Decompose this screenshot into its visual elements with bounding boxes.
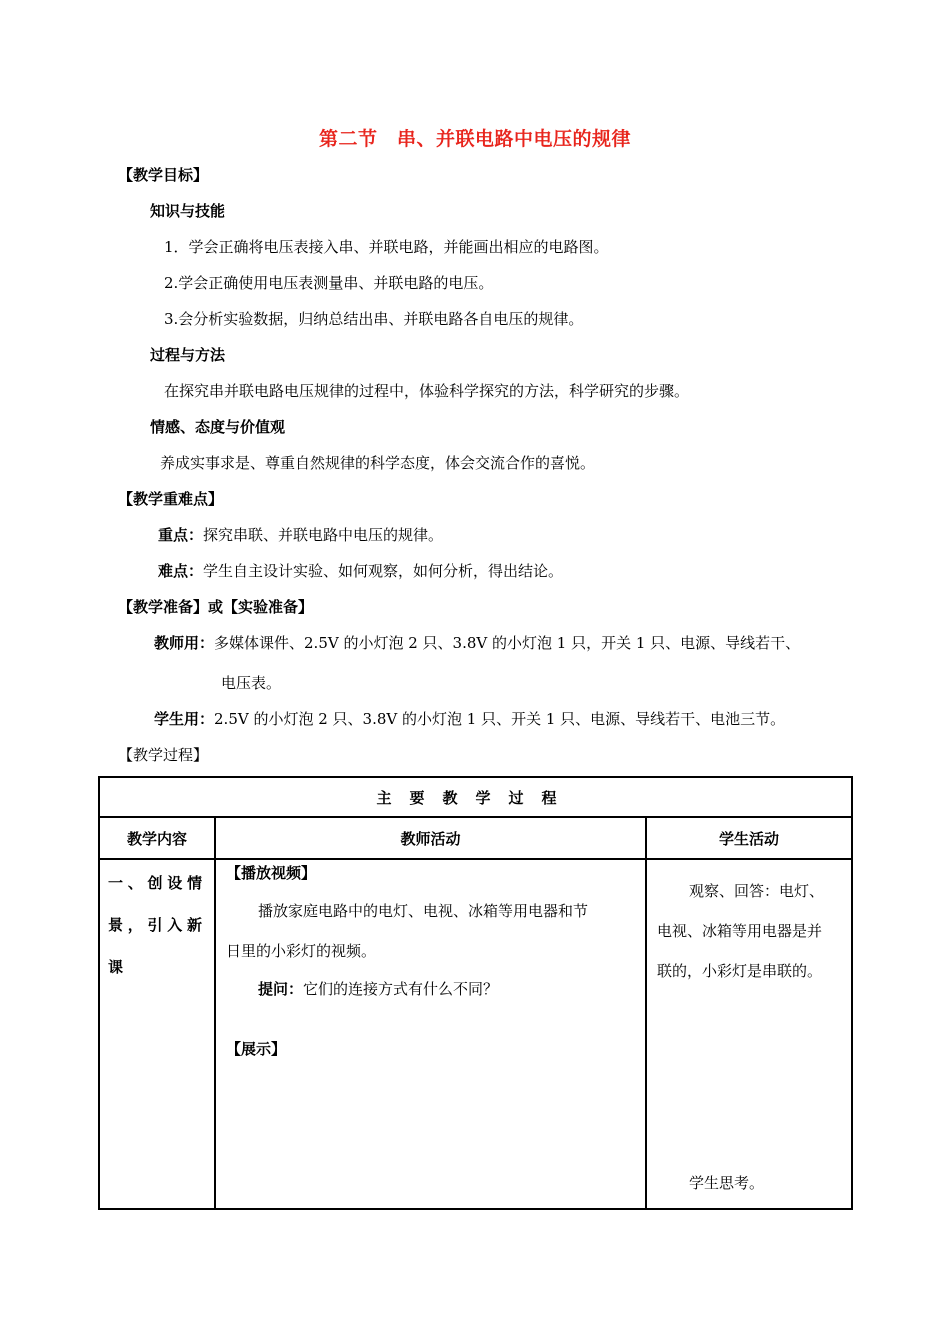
video-line-2: 日里的小彩灯的视频。 [226, 942, 377, 960]
emotion-heading: 情感、态度与价值观 [150, 418, 286, 436]
knowledge-item-1: 1．学会正确将电压表接入串、并联电路，并能画出相应的电路图。 [164, 238, 609, 256]
video-line-1: 播放家庭电路中的电灯、电视、冰箱等用电器和节 [258, 902, 589, 920]
content-text: 一、创设情景，引入新课 [108, 874, 206, 976]
focus-label: 重点： [158, 526, 204, 544]
question-text: 它们的连接方式有什么不同？ [303, 980, 499, 998]
objectives-heading: 【教学目标】 [118, 166, 209, 184]
difficulty-line [158, 560, 563, 581]
student-prep-label: 学生用： [154, 710, 215, 728]
content-cell [99, 859, 215, 1209]
focus-text: 探究串联、并联电路中电压的规律。 [203, 526, 444, 544]
student-prep-line [154, 708, 785, 729]
emotion-text: 养成实事求是、尊重自然规律的科学态度，体会交流合作的喜悦。 [160, 454, 596, 472]
keypoints-heading: 【教学重难点】 [118, 490, 224, 508]
teacher-prep-text-1: 多媒体课件、2.5V 的小灯泡 2 只、3.8V 的小灯泡 1 只，开关 1 只、电源、导线若干、 [214, 634, 801, 652]
student-answer-line-2: 电视、冰箱等用电器是并 [657, 922, 823, 940]
student-think: 学生思考。 [689, 1174, 765, 1192]
knowledge-item-3: 3.会分析实验数据，归纳总结出串、并联电路各自电压的规律。 [164, 310, 584, 328]
student-activity-cell [646, 859, 852, 1209]
question-label: 提问： [258, 980, 304, 998]
preparation-heading: 【教学准备】或【实验准备】 [118, 598, 314, 616]
teacher-prep-label: 教师用： [154, 634, 215, 652]
col-header-content: 教学内容 [99, 817, 215, 859]
question-line [258, 978, 498, 999]
knowledge-heading: 知识与技能 [150, 202, 226, 220]
table-main-header: 主要教学过程 [99, 777, 852, 817]
process-section-heading: 【教学过程】 [118, 746, 209, 764]
display-heading: 【展示】 [226, 1040, 287, 1058]
col-header-student: 学生活动 [646, 817, 852, 859]
teacher-prep-line [154, 632, 800, 653]
difficulty-label: 难点： [158, 562, 204, 580]
teacher-activity-cell [215, 859, 646, 1209]
student-answer-line-1: 观察、回答：电灯、 [689, 882, 825, 900]
process-heading: 过程与方法 [150, 346, 226, 364]
student-prep-text: 2.5V 的小灯泡 2 只、3.8V 的小灯泡 1 只、开关 1 只、电源、导线若干、电池三节。 [214, 710, 786, 728]
col-header-teacher: 教师活动 [215, 817, 646, 859]
teaching-process-table [98, 776, 853, 1210]
process-text: 在探究串并联电路电压规律的过程中，体验科学探究的方法，科学研究的步骤。 [164, 382, 690, 400]
student-answer-line-3: 联的，小彩灯是串联的。 [657, 962, 823, 980]
difficulty-text: 学生自主设计实验、如何观察，如何分析，得出结论。 [203, 562, 564, 580]
knowledge-item-2: 2.学会正确使用电压表测量串、并联电路的电压。 [164, 274, 494, 292]
teacher-prep-text-2: 电压表。 [221, 674, 282, 692]
video-heading: 【播放视频】 [226, 864, 317, 882]
table-row [99, 859, 852, 1209]
page-title: 第二节 串、并联电路中电压的规律 [318, 128, 631, 150]
focus-line [158, 524, 443, 545]
